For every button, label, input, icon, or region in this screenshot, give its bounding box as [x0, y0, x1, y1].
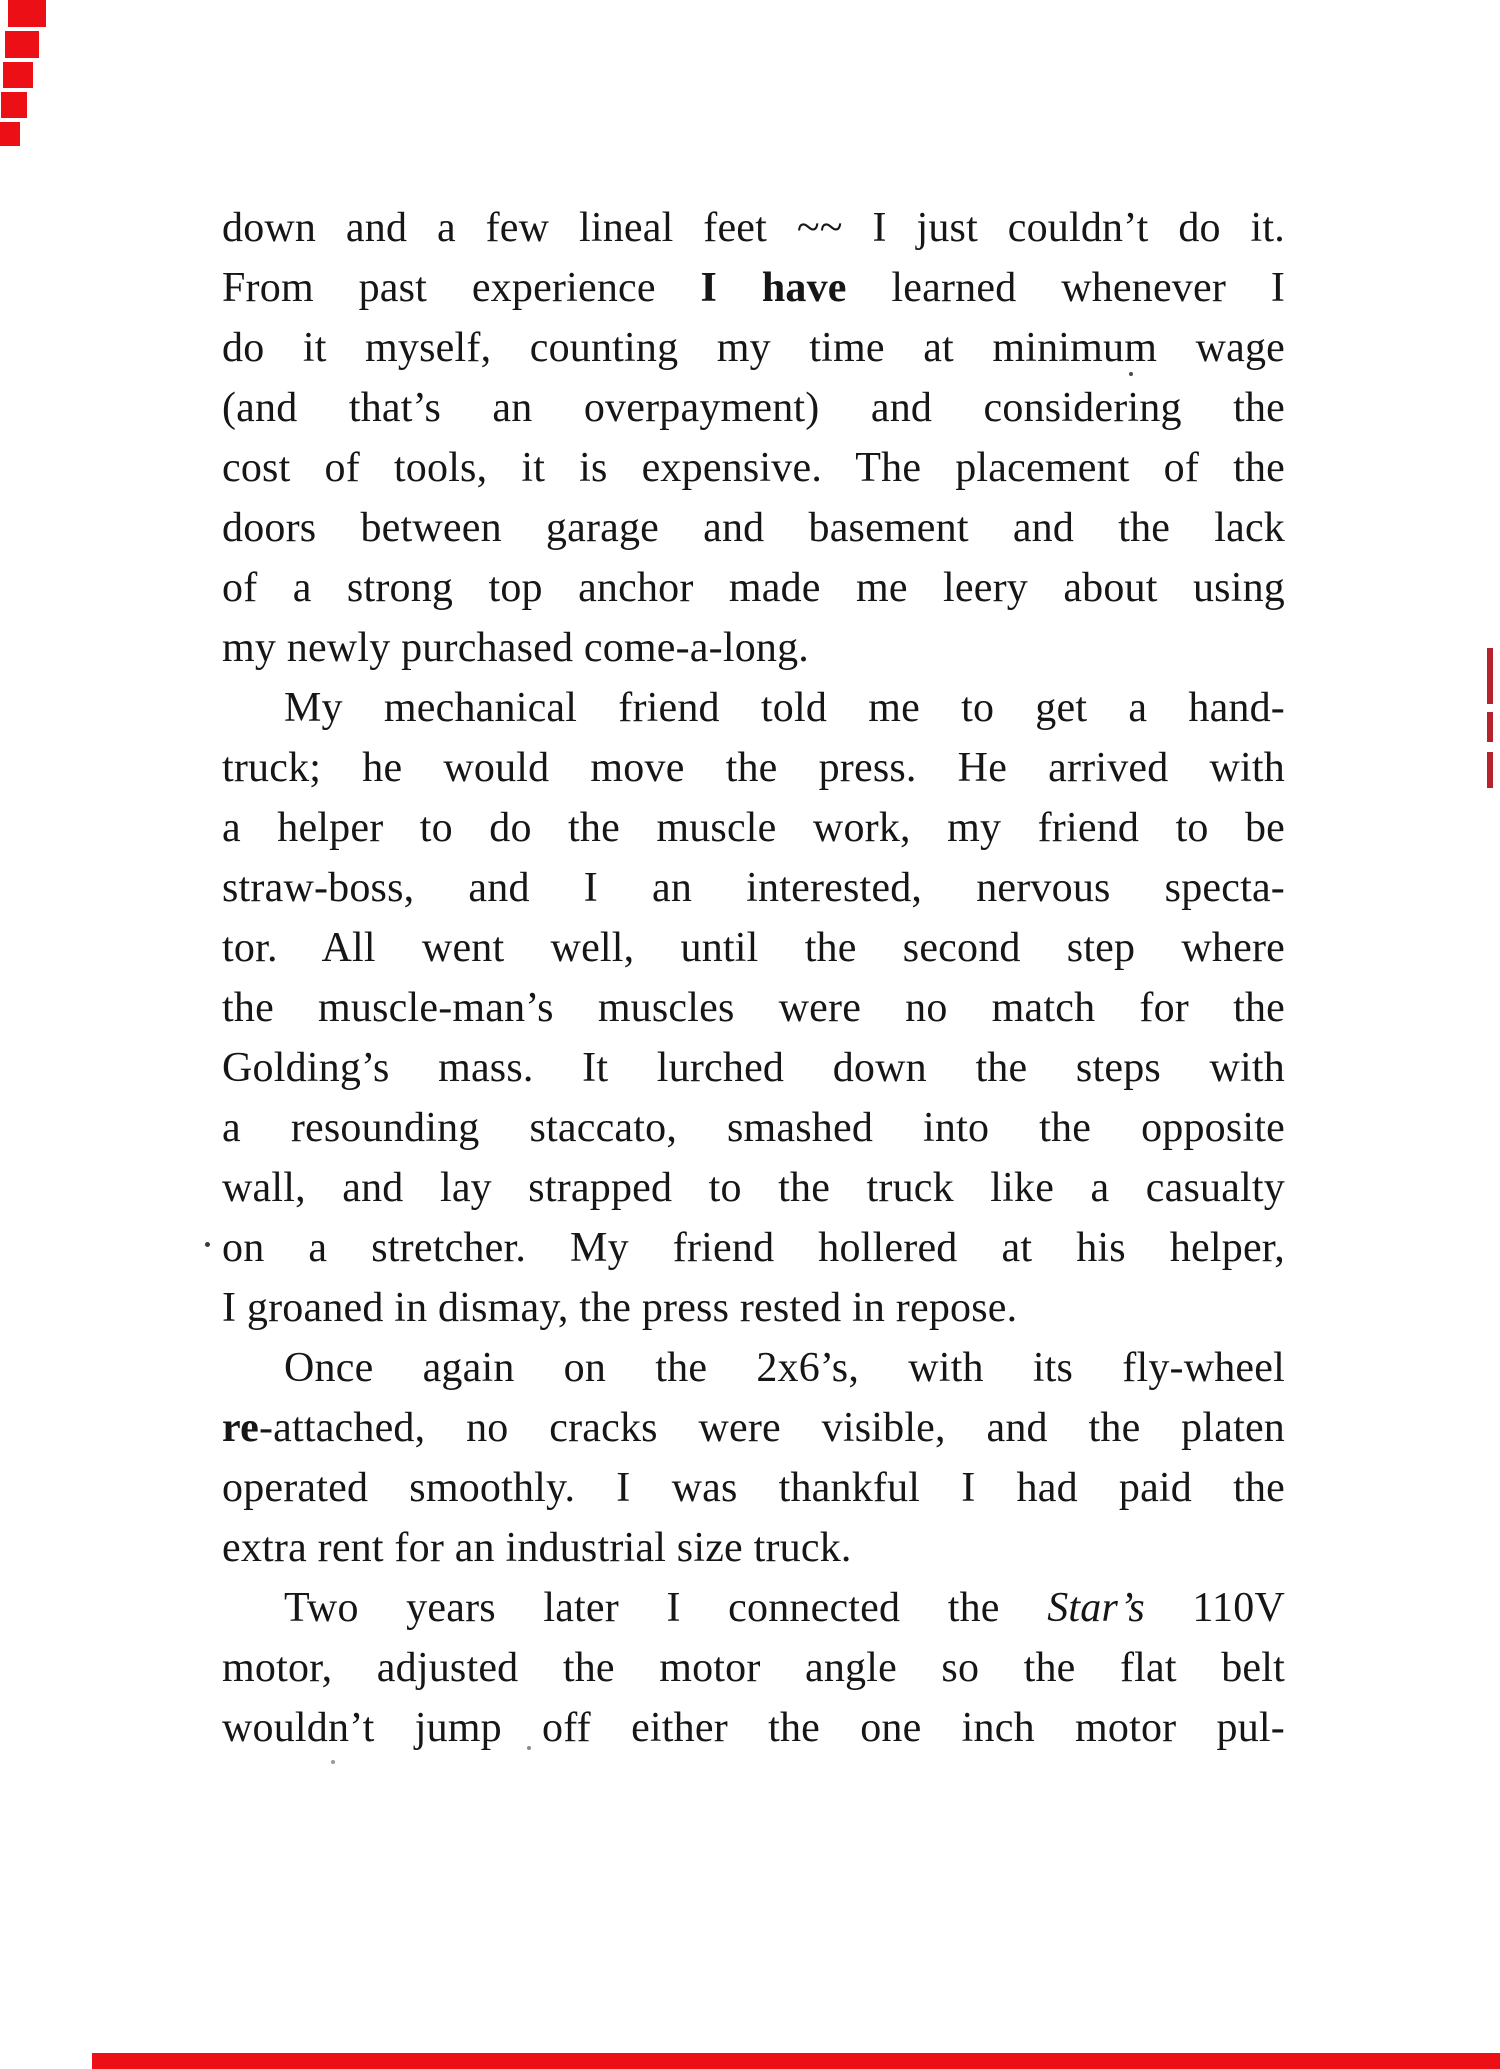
- text-line: [222, 798, 1285, 858]
- text-line: [222, 1218, 1285, 1278]
- scan-artifact-red-block: [8, 0, 46, 27]
- scan-artifact-edge-dash: [1487, 752, 1493, 788]
- text-segment: Two years later I connected the: [284, 1585, 1048, 1631]
- text-line: [222, 1698, 1285, 1758]
- text-line: [222, 378, 1285, 438]
- text-segment: wouldn’t jump off either the one inch motor pul-: [222, 1705, 1285, 1751]
- text-segment: re: [222, 1405, 259, 1451]
- text-line: [222, 978, 1285, 1038]
- text-segment: Star’s: [1047, 1585, 1145, 1631]
- text-line: [222, 558, 1285, 618]
- text-segment: down and a few lineal feet ~~ I just couldn’t do it.: [222, 205, 1285, 251]
- text-segment: on a stretcher. My friend hollered at his helper,: [222, 1225, 1285, 1271]
- text-line: [222, 1158, 1285, 1218]
- text-line: [222, 1098, 1285, 1158]
- scan-artifact-bottom-bar: [92, 2053, 1500, 2069]
- text-line: [222, 918, 1285, 978]
- text-segment: straw-boss, and I an interested, nervous specta-: [222, 865, 1285, 911]
- text-line: [222, 198, 1285, 258]
- text-segment: -attached, no cracks were visible, and the platen: [258, 1405, 1285, 1451]
- text-line: [222, 1638, 1285, 1698]
- text-line: [222, 1518, 1285, 1578]
- text-segment: of a strong top anchor made me leery about using: [222, 565, 1285, 611]
- text-line: [222, 1578, 1285, 1638]
- scan-artifact-edge-dash: [1487, 712, 1493, 742]
- text-segment: 110V: [1144, 1585, 1285, 1631]
- ink-speck: [205, 1242, 210, 1247]
- text-line: [222, 258, 1285, 318]
- text-block: [222, 198, 1285, 1758]
- text-line: [222, 318, 1285, 378]
- text-segment: (and that’s an overpayment) and considering the: [222, 385, 1285, 431]
- text-segment: tor. All went well, until the second step where: [222, 925, 1285, 971]
- text-segment: From past experience: [222, 265, 701, 311]
- text-line: [222, 438, 1285, 498]
- text-line: [222, 618, 1285, 678]
- text-segment: I have: [700, 265, 847, 311]
- text-line: [222, 1338, 1285, 1398]
- text-segment: the muscle-man’s muscles were no match for the: [222, 985, 1285, 1031]
- text-segment: I groaned in dismay, the press rested in repose.: [222, 1285, 1018, 1331]
- scan-artifact-red-block: [0, 122, 20, 146]
- text-line: [222, 858, 1285, 918]
- text-line: [222, 1398, 1285, 1458]
- scan-artifact-red-block: [5, 31, 39, 58]
- text-segment: doors between garage and basement and the lack: [222, 505, 1285, 551]
- text-line: [222, 498, 1285, 558]
- text-line: [222, 678, 1285, 738]
- text-segment: motor, adjusted the motor angle so the flat belt: [222, 1645, 1285, 1691]
- text-segment: my newly purchased come-a-long.: [222, 625, 810, 671]
- scan-artifact-red-block: [1, 92, 27, 118]
- scan-artifact-edge-dash: [1487, 648, 1493, 704]
- ink-speck: [331, 1760, 335, 1764]
- text-line: [222, 1038, 1285, 1098]
- text-segment: Golding’s mass. It lurched down the steps with: [222, 1045, 1285, 1091]
- text-line: [222, 1278, 1285, 1338]
- text-segment: learned whenever I: [846, 265, 1286, 311]
- text-segment: a resounding staccato, smashed into the opposite: [222, 1105, 1285, 1151]
- text-segment: operated smoothly. I was thankful I had paid the: [222, 1465, 1285, 1511]
- text-segment: extra rent for an industrial size truck.: [222, 1525, 852, 1571]
- text-line: [222, 738, 1285, 798]
- text-line: [222, 1458, 1285, 1518]
- text-segment: Once again on the 2x6’s, with its fly-wheel: [284, 1345, 1285, 1391]
- scan-artifact-red-block: [3, 62, 33, 88]
- text-segment: truck; he would move the press. He arrived with: [222, 745, 1285, 791]
- text-segment: a helper to do the muscle work, my friend to be: [222, 805, 1285, 851]
- text-segment: do it myself, counting my time at minimum wage: [222, 325, 1285, 371]
- text-segment: wall, and lay strapped to the truck like a casualty: [222, 1165, 1285, 1211]
- text-segment: My mechanical friend told me to get a hand-: [284, 685, 1285, 731]
- text-segment: cost of tools, it is expensive. The placement of the: [222, 445, 1285, 491]
